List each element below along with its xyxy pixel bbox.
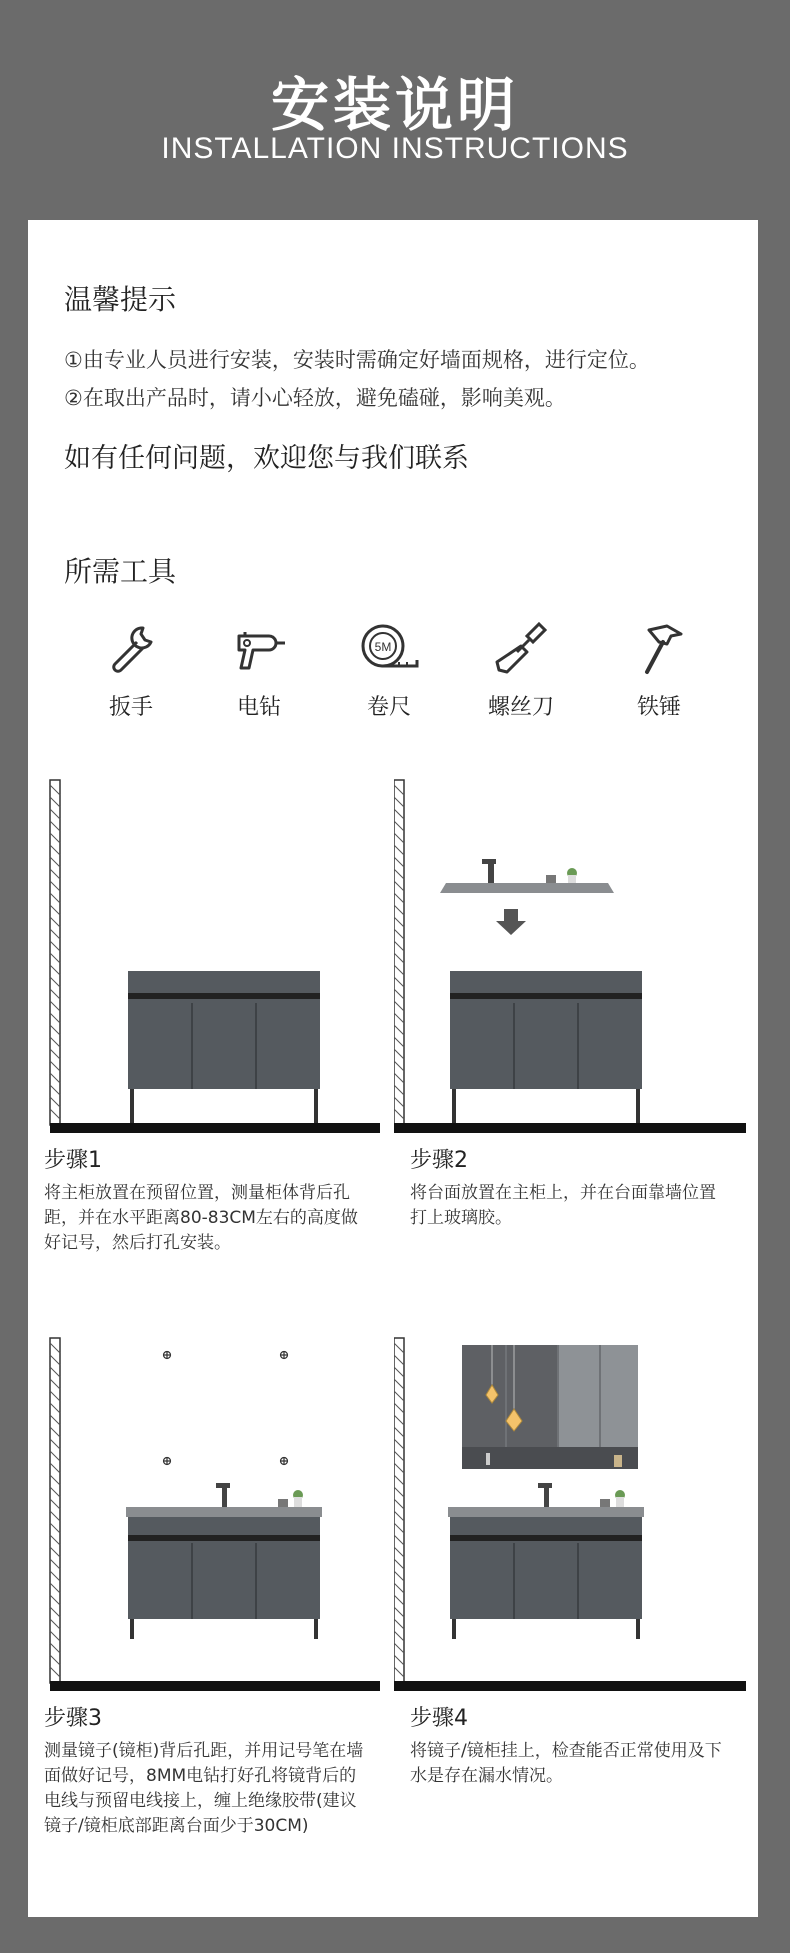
step-4-illustration — [394, 1333, 754, 1693]
arrow-down-icon — [496, 909, 526, 935]
countertop-icon — [126, 1483, 322, 1517]
step-description: 将台面放置在主柜上，并在台面靠墙位置打上玻璃胶。 — [410, 1183, 716, 1228]
step-description: 将主柜放置在预留位置，测量柜体背后孔距，并在水平距离80-83CM左右的高度做好记号，然后打孔安装。 — [44, 1183, 358, 1253]
tool-label: 扳手 — [108, 695, 153, 720]
step-4 — [394, 1333, 754, 1893]
tips-heading: 温馨提示 — [64, 283, 177, 316]
tools-row — [28, 620, 758, 740]
wall-icon — [394, 780, 404, 1125]
step-description: 测量镜子(镜柜)背后孔距，并用记号笔在墙面做好记号，8MM电钻打好孔将镜背后的电线与预留电线接上，缠上绝缘胶带(建议镜子/镜柜底部距离台面少于30CM) — [44, 1741, 364, 1836]
wall-icon — [50, 1338, 60, 1683]
floor-icon — [394, 1123, 746, 1133]
cabinet-icon — [450, 971, 642, 1123]
tool-label: 电钻 — [236, 695, 281, 720]
tool-drill — [204, 620, 314, 721]
tape-badge: 5M — [374, 640, 392, 654]
tool-tape-measure — [334, 620, 444, 721]
tool-label: 铁锤 — [636, 695, 681, 720]
wall-icon — [394, 1338, 404, 1683]
floor-icon — [394, 1681, 746, 1691]
step-3 — [28, 1333, 388, 1893]
contact-text: 如有任何问题，欢迎您与我们联系 — [64, 443, 469, 474]
drill-hole-markers — [164, 1352, 288, 1465]
mirror-cabinet-icon — [462, 1345, 638, 1469]
tool-label: 螺丝刀 — [487, 695, 554, 720]
screwdriver-icon — [493, 620, 549, 676]
cabinet-icon — [450, 1517, 642, 1639]
drill-icon — [231, 620, 287, 676]
step-2 — [394, 775, 754, 1335]
step-3-illustration — [28, 1333, 388, 1693]
tool-wrench — [76, 620, 186, 721]
countertop-icon — [448, 1483, 644, 1517]
floor-icon — [50, 1123, 380, 1133]
countertop-icon — [440, 859, 614, 893]
wall-icon — [50, 780, 60, 1125]
tool-screwdriver — [466, 620, 576, 721]
step-1-illustration — [28, 775, 388, 1135]
step-title: 步骤4 — [410, 1706, 468, 1731]
step-title: 步骤3 — [44, 1706, 102, 1731]
step-title: 步骤1 — [44, 1148, 102, 1173]
step-1 — [28, 775, 388, 1335]
hammer-icon — [631, 620, 687, 676]
step-title: 步骤2 — [410, 1148, 468, 1173]
step-description: 将镜子/镜柜挂上，检查能否正常使用及下水是存在漏水情况。 — [410, 1741, 722, 1786]
floor-icon — [50, 1681, 380, 1691]
tool-hammer — [604, 620, 714, 721]
tape-measure-icon — [359, 620, 419, 676]
tool-label: 卷尺 — [366, 695, 411, 720]
page-subtitle: INSTALLATION INSTRUCTIONS — [161, 132, 629, 165]
wrench-icon — [103, 620, 159, 676]
tip-item: ①由专业人员进行安装，安装时需确定好墙面规格，进行定位。 — [64, 348, 650, 372]
cabinet-icon — [128, 1517, 320, 1639]
tools-heading: 所需工具 — [64, 555, 177, 588]
instruction-card — [28, 220, 758, 1917]
cabinet-icon — [128, 971, 320, 1123]
tip-item: ②在取出产品时，请小心轻放，避免磕碰，影响美观。 — [64, 386, 566, 410]
page-title: 安装说明 — [270, 71, 519, 139]
step-2-illustration — [394, 775, 754, 1135]
